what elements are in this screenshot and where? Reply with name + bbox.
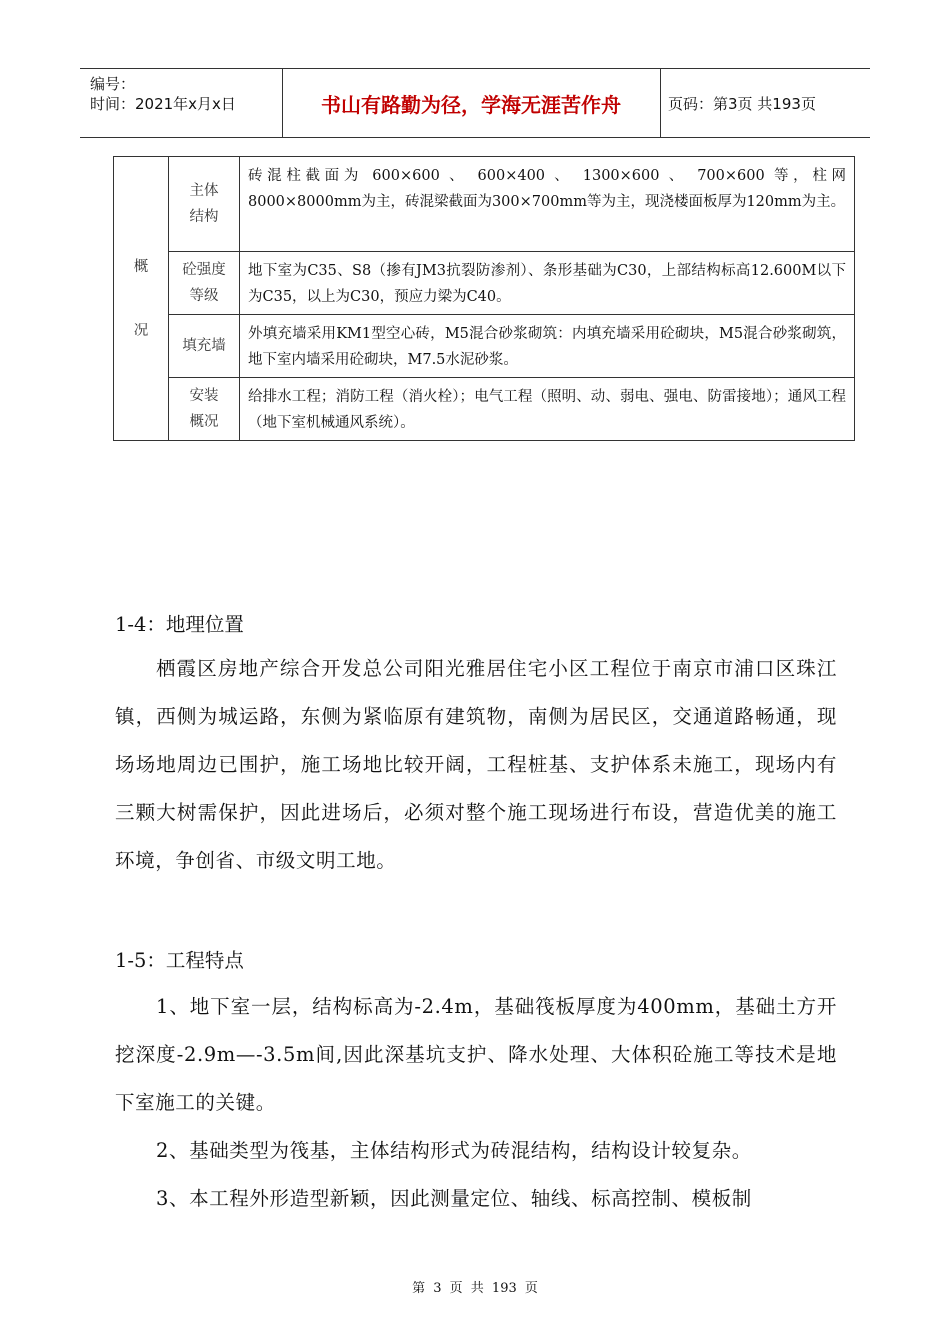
category-cell xyxy=(114,157,169,441)
row-label-text: 安装 概况 xyxy=(189,388,219,430)
feature-item-3: 3、本工程外形造型新颖，因此测量定位、轴线、标高控制、模板制 xyxy=(156,1187,752,1210)
row-content: 外填充墙采用KM1型空心砖，M5混合砂浆砌筑：内填充墙采用砼砌块，M5混合砂浆砌筑，地下室内墙采用砼砌块，M7.5水泥砂浆。 xyxy=(240,315,855,378)
header-motto: 书山有路勤为径，学海无涯苦作舟 xyxy=(282,69,661,137)
row-label xyxy=(169,315,240,378)
table-row xyxy=(114,252,855,315)
row-content: 给排水工程；消防工程（消火栓）；电气工程（照明、动、弱电、强电、防雷接地）；通风工程（地下室机械通风系统）。 xyxy=(240,378,855,441)
row-label-text: 砼强度 等级 xyxy=(182,262,226,304)
section-heading-features: 1-5：工程特点 xyxy=(115,949,244,972)
section-heading-location: 1-4：地理位置 xyxy=(115,613,244,636)
page-footer: 第 3 页 共 193 页 xyxy=(412,1281,538,1296)
row-label-text: 填充墙 xyxy=(182,338,226,354)
row-content: 地下室为C35、S8（掺有JM3抗裂防渗剂）、条形基础为C30，上部结构标高12.600M以下为C35，以上为C30，预应力梁为C40。 xyxy=(240,252,855,315)
row-label xyxy=(169,378,240,441)
feature-item-1: 1、地下室一层，结构标高为-2.4m，基础筏板厚度为400mm，基础土方开挖深度-2.9m—-3.5m间,因此深基坑支护、降水处理、大体积砼施工等技术是地下室施工的关键。 xyxy=(115,995,837,1114)
row-label-text: 主体 结构 xyxy=(189,183,219,225)
feature-item-2: 2、基础类型为筏基，主体结构形式为砖混结构，结构设计较复杂。 xyxy=(156,1139,752,1162)
header-page-info: 页码：第3页 共193页 xyxy=(668,94,816,113)
table-row xyxy=(114,157,855,252)
table-row xyxy=(114,315,855,378)
overview-table xyxy=(113,156,855,441)
category-char-1: 概 xyxy=(133,258,149,275)
header-meta xyxy=(80,69,283,137)
page-header xyxy=(80,68,870,138)
row-label xyxy=(169,157,240,252)
table-row xyxy=(114,378,855,441)
category-char-2: 况 xyxy=(133,322,149,339)
row-content: 砖混柱截面为 600×600 、 600×400 、 1300×600 、 700×600 等，柱网8000×8000mm为主，砖混梁截面为300×700mm等为主，现浇楼面板厚为120mm为主。 xyxy=(240,157,855,252)
number-label: 编号： xyxy=(90,75,136,93)
location-paragraph: 栖霞区房地产综合开发总公司阳光雅居住宅小区工程位于南京市浦口区珠江镇，西侧为城运路，东侧为紧临原有建筑物，南侧为居民区，交通道路畅通，现场场地周边已围护，施工场地比较开阔，工程桩基、支护体系未施工，现场内有三颗大树需保护，因此进场后，必须对整个施工现场进行布设，营造优美的施工环境，争创省、市级文明工地。 xyxy=(115,657,837,872)
row-label xyxy=(169,252,240,315)
time-label: 时间：2021年x月x日 xyxy=(90,95,236,113)
